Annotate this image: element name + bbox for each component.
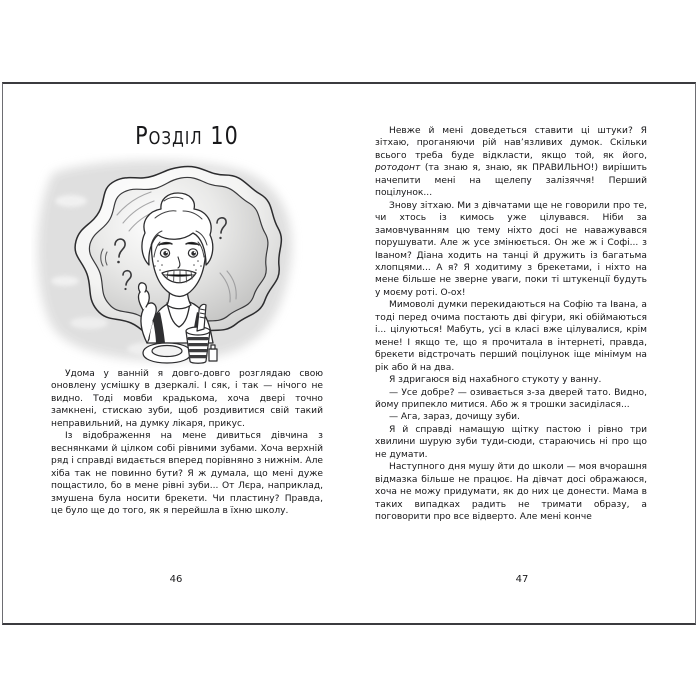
paragraph: Я здригаюся від нахабного стукоту у ванну. (389, 375, 602, 386)
paragraph: Удома у ванній я довго-довго розглядаю свою оновлену усмішку в дзеркалі. І сяк, і так — нічого не видно. Тоді мовби крадькома, хоча двері точно замкнені, стискаю зуби, щоб роздивитися свій такий неправильний, на думку лікаря, прикус. (51, 369, 323, 429)
right-page (349, 84, 695, 623)
page-number-left: 46 (169, 574, 183, 585)
left-page (3, 84, 349, 623)
chapter-illustration (31, 153, 331, 368)
paragraph: Знову зітхаю. Ми з дівчатами ще не говорили про те, чи хтось із кимось уже цілувався. Ніби за замовчуванням цю тему ніхто досі не наважувався порушувати. Але ж усе змінюється. Он же ж і Софі... з Іваном? Діана ходить на танці й дружить із багатьма хлопцями... А я? Я ходитиму з брекетами, і ніхто на мене більше не зверне уваги, поки ті штукенції будуть у моєму роті. О-ох! (375, 200, 647, 298)
page-number-right: 47 (515, 574, 529, 585)
chapter-title: Розділ 10 (135, 121, 239, 150)
paragraph: Наступного дня мушу йти до школи — моя вчорашня відмазка більше не працює. На дівчат досі ображаюся, хоча не можу придумати, як до них це донести. Мама в таких випадках радить не тримати образу, а поговорити про все відверто. Але мені конче (375, 462, 647, 523)
paragraph: Мимоволі думки перекидаються на Софію та Івана, а тоді перед очима постають дві фігури, які обіймаються і... цілуються! Мабуть, усі в класі вже цілувалися, крім мене! І якщо те, що я прочитала в інтернеті, правда, брекети відстрочать перший поцілунок іще мінімум на рік або й на два. (375, 300, 647, 373)
emphasis-text: ротодонт (375, 163, 421, 174)
paragraph: Я й справді намащую щітку пастою і рівно три хвилини шурую зуби туди-сюди, стараючись ні про що не думати. (375, 424, 647, 460)
left-page-body (51, 368, 323, 517)
paragraph: Невже й мені доведеться ставити ці штуки? Я зітхаю, проганяючи рій нав’язливих думок. Скільки всього треба буде відкласти, якщо той, як його, ротодонт (та знаю я, знаю, як ПРАВИЛЬНО!) вирішить начепити мені на щелепу залізяччя! Перший поцілунок... (375, 126, 647, 199)
right-page-body (375, 84, 647, 524)
paragraph: — Ага, зараз, дочищу зуби. (389, 412, 520, 423)
paragraph: — Усе добре? — озивається з-за дверей тато. Видно, йому припекло митися. Або ж я трошки засиділася... (375, 387, 647, 410)
paragraph: Із відображення на мене дивиться дівчина з веснянками й цілком собі рівними зубами. Хоча верхній ряд і справді видається вперед порівняно з нижнім. Але хіба так не повинно бути? Я ж думала, що мені дуже пощастило, бо в мене рівні зуби... От Лєра, наприклад, змушена була носити брекети. Чи пластину? Правда, це було ще до того, як я перейшла в їхню школу. (51, 431, 323, 516)
girl-in-mirror-illustration (31, 153, 331, 368)
book-page-spread (2, 82, 696, 625)
